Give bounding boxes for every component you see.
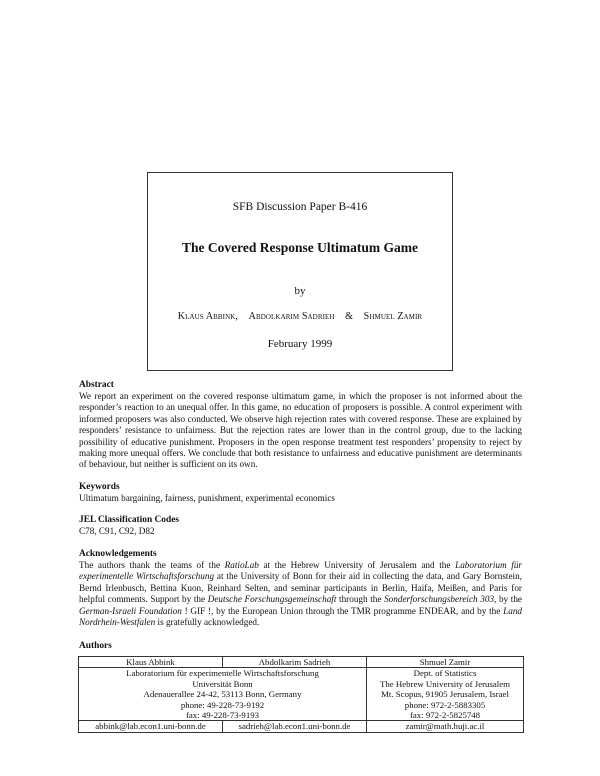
affiliation-line: fax: 49-228-73-9193 bbox=[185, 710, 260, 721]
authors-section bbox=[79, 641, 522, 652]
affiliation-line: phone: 972-2-5883305 bbox=[404, 699, 486, 710]
affiliation-line: fax: 972-2-5825748 bbox=[409, 710, 481, 721]
keywords-heading: Keywords bbox=[79, 482, 120, 492]
ack-gif: German-Israeli Foundation bbox=[79, 605, 182, 616]
jel-section bbox=[79, 515, 522, 537]
ack-dfg: Deutsche Forschungsgemeinschaft bbox=[207, 594, 337, 605]
keywords-text: Ultimatum bargaining, fairness, punishment, experimental economics bbox=[79, 493, 335, 503]
affiliation-line: phone: 49-228-73-9192 bbox=[180, 699, 265, 710]
bonn-affiliation-cell bbox=[79, 668, 367, 721]
ack-sfb: Sonderforschungsbereich 303 bbox=[384, 594, 495, 605]
paper-date: February 1999 bbox=[267, 338, 333, 350]
title-box bbox=[147, 172, 453, 371]
ack-text: , by the bbox=[494, 594, 523, 605]
table-row bbox=[79, 668, 524, 721]
authors-heading: Authors bbox=[79, 641, 112, 651]
author-name: Shmuel Zamir bbox=[363, 311, 423, 322]
ack-text: through the bbox=[336, 594, 385, 605]
author-cell: Abdolkarim Sadrieh bbox=[223, 657, 367, 668]
ack-text: ! GIF !, by the European Union through the TMR programme ENDEAR, and by the bbox=[181, 605, 504, 616]
acknowledgements-text bbox=[79, 560, 522, 628]
series-label: SFB Discussion Paper B-416 bbox=[232, 201, 368, 213]
table-row bbox=[79, 657, 524, 668]
email-cell[interactable]: zamir@math.huji.ac.il bbox=[367, 721, 524, 732]
ack-text: at the University of Bonn for their aid in collecting the data, and Gary Bornstein, Bernd Irlenbusch, Bettina Kuon, Reinhard Selten, and seminar participants in Berlin, Haifa, Meißen, and Paris for helpful comments. Support by the bbox=[79, 571, 522, 605]
by-label: by bbox=[294, 285, 306, 297]
jel-codes: C78, C91, C92, D82 bbox=[79, 526, 155, 536]
abstract-text: We report an experiment on the covered response ultimatum game, in which the proposer is not informed about the responder’s reaction to an unequal offer. In this game, no education of proposers is possible. A control experiment with informed proposers was also conducted. We observe high rejection rates with covered response. These are explained by responders’ resistance to unfairness. But the rejection rates are lower than in the control group, due to the lacking possibility of educative punishment. Proposers in the open response treatment test responders’ propensity to reject by making more unequal offers. We conclude that both resistance to unfairness and educative punishment are determinants of behaviour, but neither is sufficient on its own. bbox=[79, 391, 522, 470]
acknowledgements-heading: Acknowledgements bbox=[79, 549, 157, 559]
authors-table bbox=[78, 656, 524, 733]
email-cell[interactable]: abbink@lab.econ1.uni-bonn.de bbox=[79, 721, 223, 732]
abstract-heading: Abstract bbox=[79, 380, 114, 390]
ack-text: is gratefully acknowledged. bbox=[155, 617, 260, 628]
author-separator: & bbox=[345, 311, 354, 322]
keywords-section bbox=[79, 482, 522, 504]
ack-land: Land Nordrhein-Westfalen bbox=[79, 605, 523, 628]
author-name: Klaus Abbink, bbox=[177, 311, 239, 322]
author-cell: Klaus Abbink bbox=[79, 657, 223, 668]
author-name: Abdolkarim Sadrieh bbox=[248, 311, 335, 322]
ack-text: The authors thank the teams of the bbox=[79, 560, 225, 570]
affiliation-line: Mt. Scopus, 91905 Jerusalem, Israel bbox=[381, 689, 509, 700]
author-list bbox=[148, 311, 452, 322]
affiliation-line: Adenauerallee 24-42, 53113 Bonn, Germany bbox=[143, 689, 302, 700]
jel-heading: JEL Classification Codes bbox=[79, 515, 180, 525]
email-cell[interactable]: sadrieh@lab.econ1.uni-bonn.de bbox=[223, 721, 367, 732]
paper-title: The Covered Response Ultimatum Game bbox=[182, 240, 418, 255]
abstract-section bbox=[79, 380, 522, 471]
jerusalem-affiliation-cell bbox=[367, 668, 524, 721]
affiliation-line: Universität Bonn bbox=[192, 678, 253, 689]
table-row bbox=[79, 721, 524, 732]
affiliation-line: Dept. of Statistics bbox=[413, 668, 477, 679]
ack-lab-name: Laboratorium für experimentelle Wirtschaftsforschung bbox=[79, 560, 522, 582]
ack-ratiolab: RatioLab bbox=[224, 560, 259, 570]
author-cell: Shmuel Zamir bbox=[367, 657, 524, 668]
affiliation-line: The Hebrew University of Jerusalem bbox=[380, 678, 510, 689]
acknowledgements-section bbox=[79, 549, 522, 628]
ack-text: at the Hebrew University of Jerusalem and the bbox=[258, 560, 456, 570]
affiliation-line: Laboratorium für experimentelle Wirtschaftsforschung bbox=[126, 668, 319, 679]
